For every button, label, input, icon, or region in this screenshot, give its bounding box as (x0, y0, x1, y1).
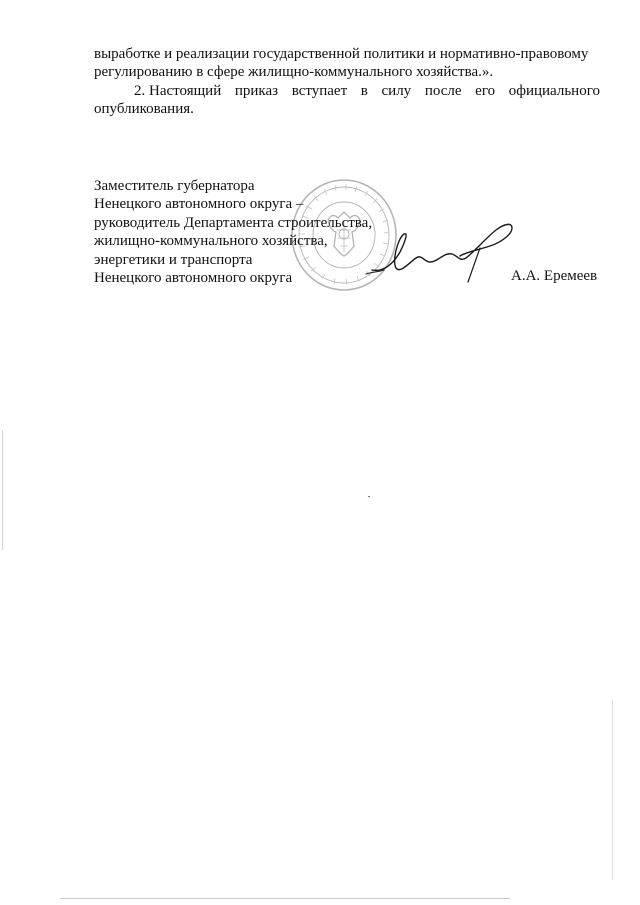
word: после (424, 83, 462, 99)
signatory-position (94, 177, 394, 287)
word: 2. Настоящий (134, 83, 222, 99)
position-line: Заместитель губернатора (94, 178, 255, 194)
signatory-name: А.А. Еремеев (511, 268, 598, 284)
paragraph-2-line-1 (94, 82, 600, 100)
paragraph-1-line-2: регулированию в сфере жилищно-коммунального хозяйства.». (94, 64, 494, 80)
word: его (475, 83, 496, 99)
word: официального (508, 83, 600, 99)
word: вступает (291, 83, 348, 99)
scan-edge-mark (2, 430, 3, 550)
word: в (360, 83, 368, 99)
word: приказ (234, 83, 279, 99)
paragraph-2 (94, 82, 600, 118)
paragraph-1-line-1: выработке и реализации государственной политики и нормативно-правовому (94, 46, 589, 62)
position-line: руководитель Департамента строительства, (94, 214, 373, 231)
position-line: жилищно-коммунального хозяйства, (94, 233, 328, 250)
scan-bottom-mark (60, 898, 510, 899)
paragraph-1 (94, 45, 600, 81)
position-line: Ненецкого автономного округа – (94, 196, 304, 213)
scan-dot (368, 496, 370, 497)
scan-edge-mark (612, 700, 613, 880)
position-line: энергетики и транспорта (94, 251, 253, 268)
handwritten-signature-icon (362, 212, 518, 286)
word: силу (381, 83, 412, 99)
position-line: Ненецкого автономного округа (94, 270, 293, 287)
paragraph-2-line-2: опубликования. (94, 101, 194, 117)
